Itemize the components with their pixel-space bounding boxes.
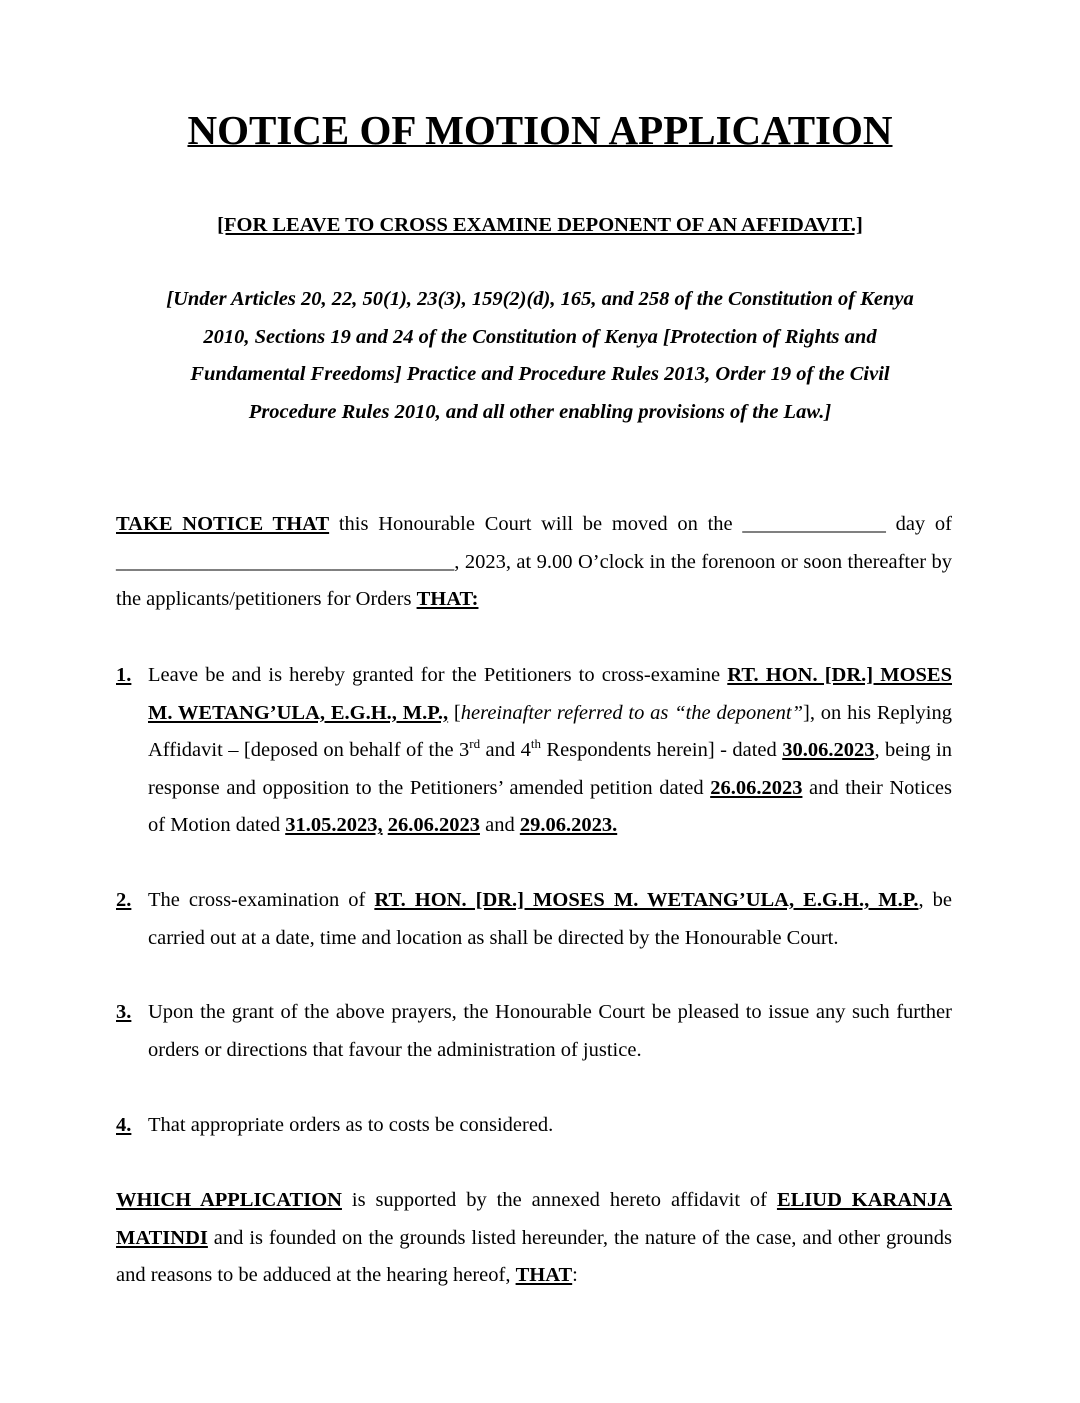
prayer-text-part: Respondents herein] - dated	[540, 739, 783, 762]
which-text-part: and is founded on the grounds listed hereunder, the nature of the case, and other grounds and reasons to be adduced at the hearing hereof,	[116, 1226, 952, 1287]
motion-date: 29.06.2023.	[519, 814, 618, 837]
notice-paragraph	[116, 506, 952, 619]
prayer-text-part: The cross-examination of	[148, 889, 375, 911]
document-subtitle: [FOR LEAVE TO CROSS EXAMINE DEPONENT OF AN AFFIDAVIT.]	[217, 214, 863, 236]
which-application-paragraph	[116, 1182, 952, 1295]
prayer-text-part: and	[479, 814, 520, 837]
prayer-number: 1.	[116, 664, 132, 686]
affiant-name: ELIUD KARANJA MATINDI	[116, 1189, 953, 1249]
prayer-text	[148, 882, 952, 957]
prayer-number: 3.	[116, 1001, 132, 1023]
notice-text: this Honourable Court will be moved on the ______________ day of _________________________________, 2023, at 9.00 O’clock in the forenoon or soon thereafter by the applicants/petitioners for Orders	[116, 513, 952, 611]
prayer-text	[148, 657, 952, 845]
ordinal-suffix: th	[530, 736, 541, 752]
motion-date: 31.05.2023,	[285, 814, 383, 837]
legal-basis-paragraph: [Under Articles 20, 22, 50(1), 23(3), 159(2)(d), 165, and 258 of the Constitution of Kenya 2010, Sections 19 and 24 of the Constitution of Kenya [Protection of Rights and Fundamental Freedoms] Practice and Procedure Rules 2013, Order 19 of the Civil Procedure Rules 2010, and all other enabling provisions of the Law.]	[166, 288, 914, 423]
motion-date: 26.06.2023	[387, 814, 480, 837]
affidavit-date: 30.06.2023	[782, 739, 875, 762]
deponent-definition: hereinafter referred to as “the deponent”	[460, 701, 803, 724]
notice-lead: TAKE NOTICE THAT	[116, 513, 330, 535]
which-that: THAT	[515, 1264, 573, 1287]
document-title: NOTICE OF MOTION APPLICATION	[187, 107, 893, 153]
prayer-item-4	[116, 1107, 952, 1145]
prayer-text: That appropriate orders as to costs be considered.	[148, 1114, 554, 1136]
prayer-item-2	[116, 882, 952, 957]
prayer-text-part: Leave be and is hereby granted for the Petitioners to cross-examine	[148, 664, 728, 686]
prayer-item-3	[116, 994, 952, 1069]
petition-date: 26.06.2023	[710, 776, 803, 799]
which-lead: WHICH APPLICATION	[116, 1189, 342, 1211]
prayer-text: Upon the grant of the above prayers, the Honourable Court be pleased to issue any such further orders or directions that favour the administration of justice.	[148, 1001, 952, 1061]
prayer-text-part: and 4	[480, 739, 531, 762]
prayer-text-part: , being in response and opposition to the Petitioners’ amended petition dated	[148, 739, 952, 799]
prayer-item-1	[116, 657, 952, 845]
prayer-text-part: , be carried out at a date, time and location as shall be directed by the Honourable Court.	[148, 889, 953, 949]
prayer-text-part: ], on his Replying Affidavit – [deposed on behalf of the 3	[148, 701, 952, 762]
prayer-number: 2.	[116, 889, 132, 911]
ordinal-suffix: rd	[469, 736, 481, 752]
which-text-part: :	[572, 1264, 578, 1287]
prayer-text-part: and their Notices of Motion dated	[148, 776, 952, 837]
which-text-part: is supported by the annexed hereto affidavit of	[341, 1189, 777, 1211]
prayer-text-part: [	[448, 701, 461, 724]
prayer-number: 4.	[116, 1114, 132, 1136]
deponent-name: RT. HON. [DR.] MOSES M. WETANG’ULA, E.G.H., M.P.,	[148, 664, 952, 724]
notice-that: THAT:	[416, 588, 479, 611]
deponent-name: RT. HON. [DR.] MOSES M. WETANG’ULA, E.G.H., M.P.	[374, 889, 919, 911]
